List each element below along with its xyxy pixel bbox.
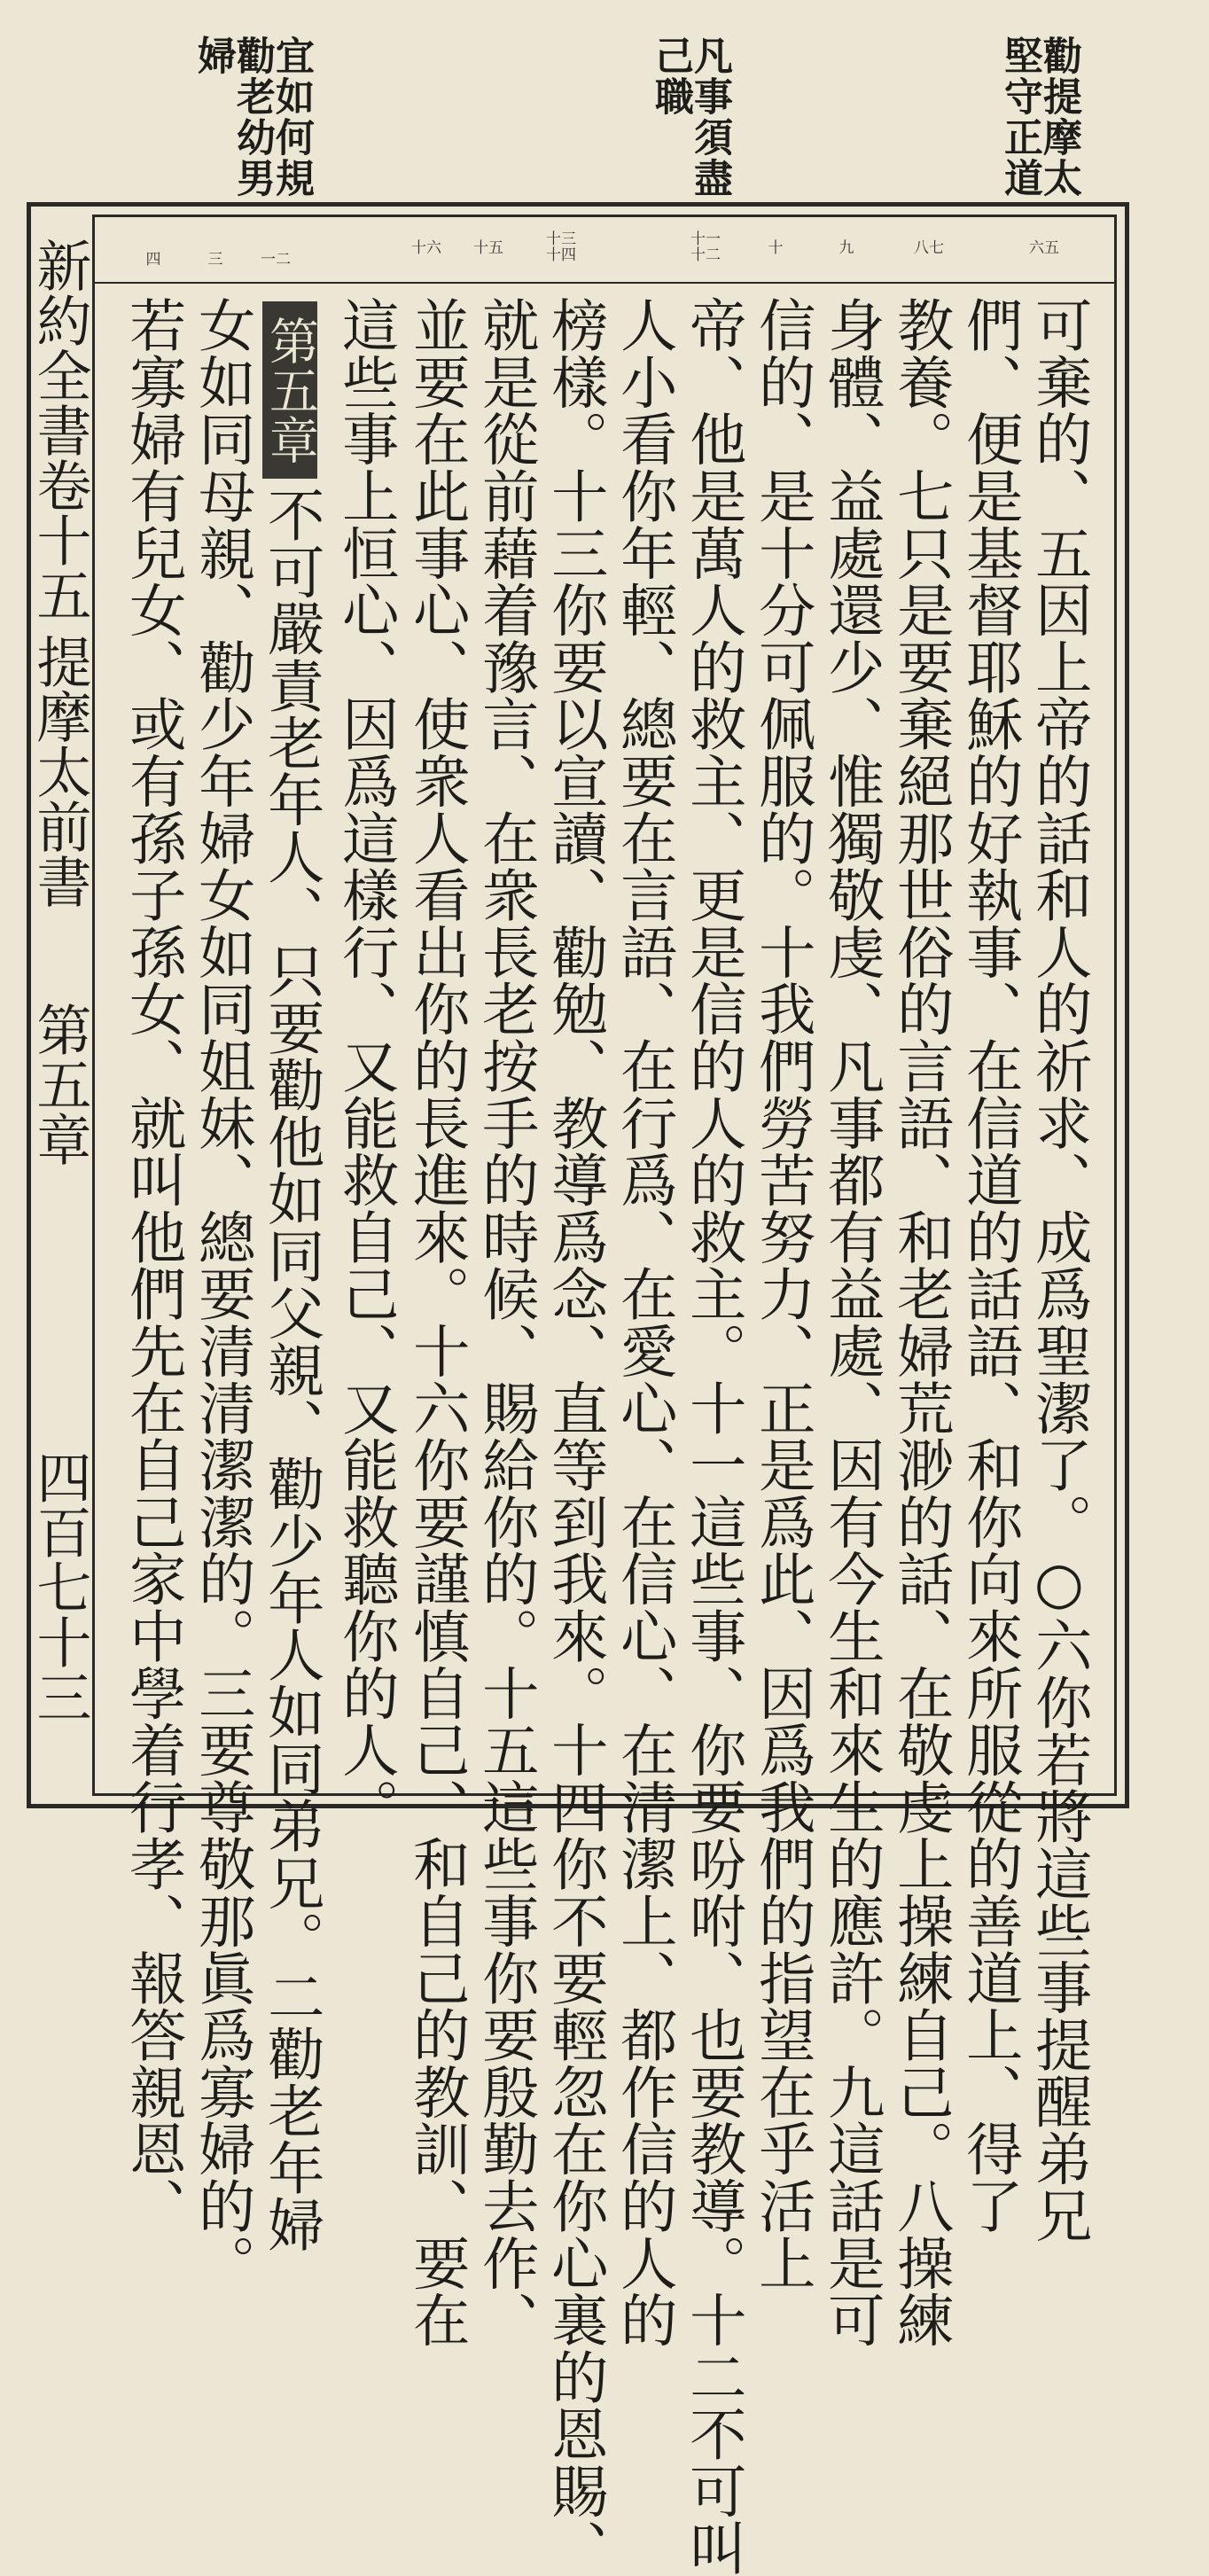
verse-index: 九 bbox=[838, 239, 854, 257]
marginal-note: 勸提摩太 堅守正道 bbox=[997, 35, 1081, 199]
verse-index: 十六 bbox=[411, 239, 441, 257]
verse-index: 四 bbox=[145, 251, 161, 269]
verse-index: 十三 十四 bbox=[546, 230, 576, 264]
text-column: 就是從前藉着豫言、在衆長老按手的時候、賜給你的。十五這些事你要殷勤去作、 bbox=[472, 296, 540, 2348]
text-column: 身體、益處還少、惟獨敬虔、凡事都有益處、因有今生和來生的應許。九這話是可 bbox=[818, 296, 885, 2348]
marginal-note: 宜如何規 勸老幼男 婦 bbox=[191, 35, 314, 199]
text-column: 信的、是十分可佩服的。十我們勞苦努力、正是爲此、因爲我們的指望在乎活上 bbox=[749, 296, 816, 2291]
text-column: 女如同母親、勸少年婦女如同姐妹、總要清清潔潔的。三要尊敬那眞爲寡婦的。 bbox=[189, 296, 256, 2291]
text-column: 若寡婦有兒女、或有孫子孫女、就叫他們先在自己家中學着行孝、報答親恩、 bbox=[120, 296, 187, 2235]
page-number: 四百七十三 bbox=[27, 1449, 92, 1724]
text-column: 這些事上恒心、因爲這樣行、又能救自己、又能救聽你的人。 bbox=[332, 296, 400, 1836]
text-column: 人小看你年輕、總要在言語、在行爲、在愛心、在信心、在清潔上、都作信的人的 bbox=[611, 296, 678, 2348]
chapter-heading bbox=[262, 301, 317, 479]
text-column: 並要在此事心、使衆人看出你的長進來。十六你要謹慎自己、和自己的教訓、要在 bbox=[403, 296, 471, 2348]
text-column: 帝、他是萬人的救主、更是信的人的救主。十一這些事、你要吩咐、也要教導。十二不可叫 bbox=[680, 296, 747, 2576]
text-column: 教養。七只是要棄絕那世俗的言語、和老婦荒渺的話、在敬虔上操練自己。八操練 bbox=[887, 296, 955, 2348]
text-column: 可棄的、五因上帝的話和人的祈求、成爲聖潔了。○六你若將這些事提醒弟兄 bbox=[1026, 296, 1093, 2244]
marginal-note: 凡事須盡 己職 bbox=[648, 35, 732, 199]
text-column: 不可嚴責老年人、只要勸他如同父親、勸少年人如同弟兄。二勸老年婦 bbox=[258, 486, 325, 2253]
chapter-heading-label: 第五章 bbox=[261, 316, 319, 464]
verse-index: 十 bbox=[768, 239, 784, 257]
verse-index: 十五 bbox=[473, 239, 503, 257]
text-column: 們、便是基督耶穌的好執事、在信道的話語、和你向來所服從的善道上、得了 bbox=[956, 296, 1024, 2235]
text-column: 榜樣。十三你要以宣讀、勸勉、教導爲念、直等到我來。十四你不要輕忽在你心裏的恩賜、 bbox=[542, 296, 609, 2576]
chapter-label: 第五章 bbox=[27, 1002, 92, 1167]
verse-index: 一二 bbox=[261, 251, 291, 269]
book-volume: 新約全書卷十五 bbox=[27, 238, 92, 622]
verse-index: 八七 bbox=[914, 239, 944, 257]
verse-index: 十一 十二 bbox=[690, 230, 721, 264]
book-name: 提摩太前書 bbox=[27, 634, 92, 909]
verse-index: 三 bbox=[207, 251, 223, 269]
verse-index-rule bbox=[92, 282, 1117, 284]
verse-index: 六五 bbox=[1029, 239, 1059, 257]
